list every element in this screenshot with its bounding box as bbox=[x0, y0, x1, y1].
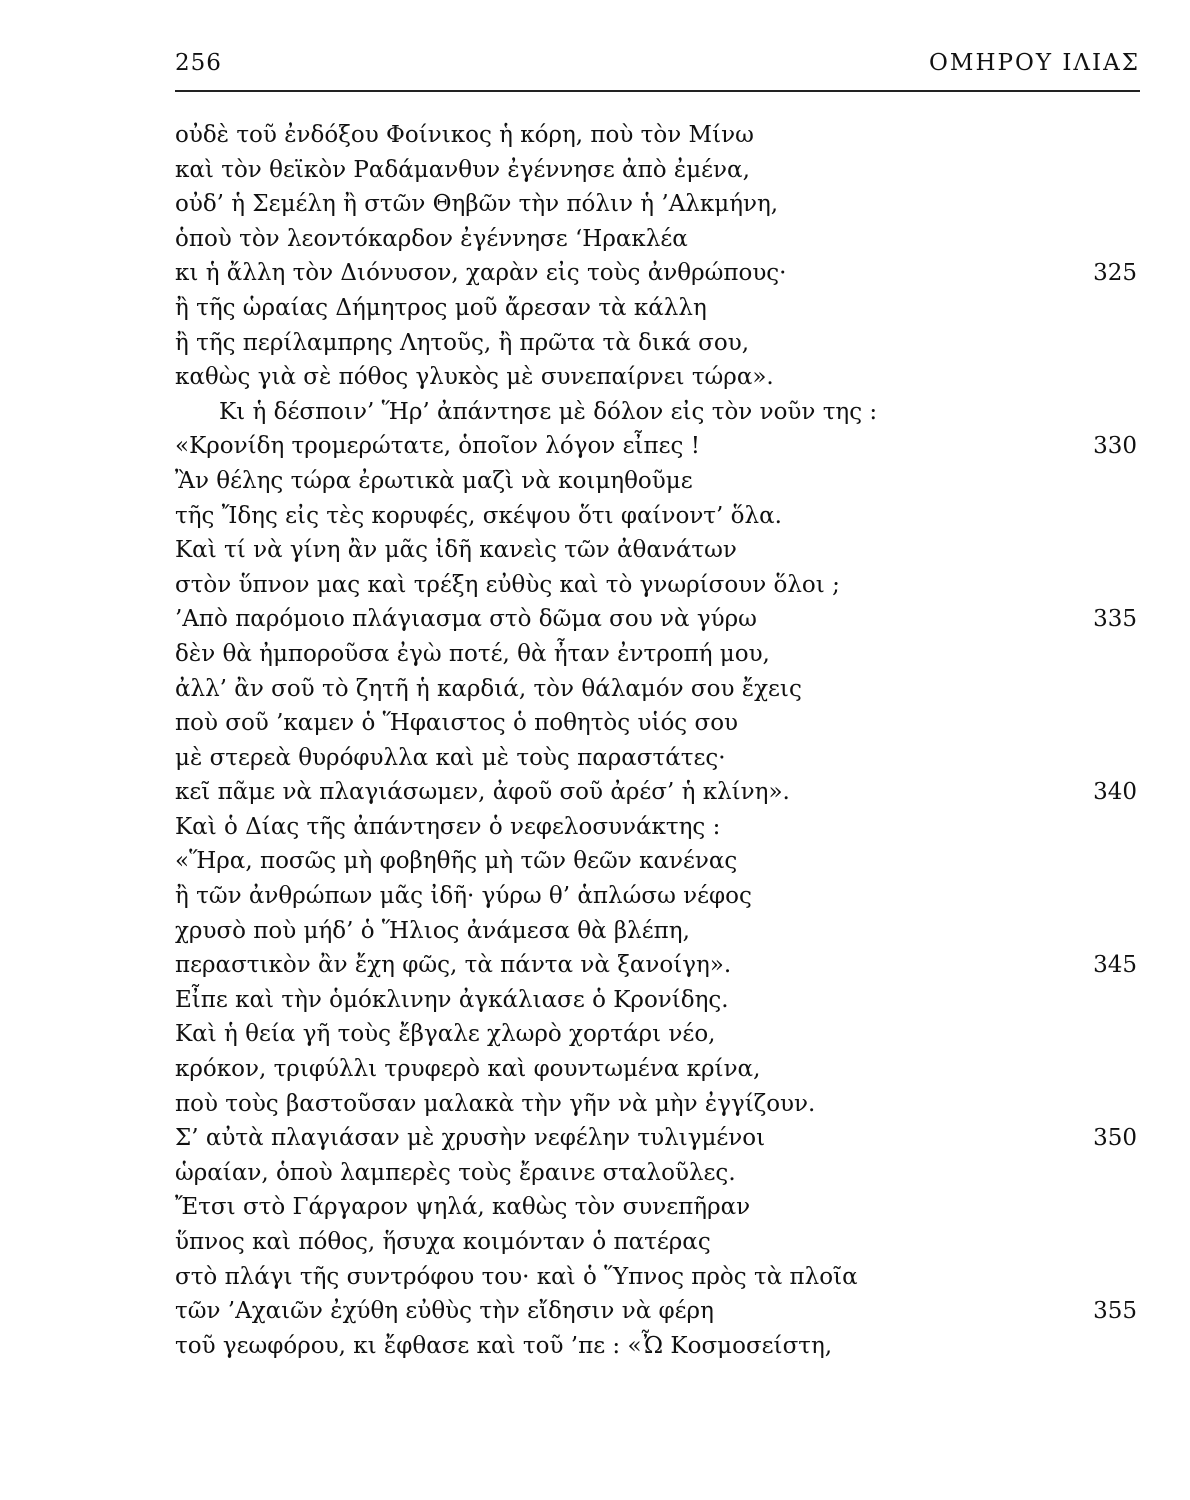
verse-line bbox=[175, 706, 1140, 741]
verse-line bbox=[175, 1190, 1140, 1225]
verse-text: κι ἡ ἄλλη τὸν Διόνυσον, χαρὰν εἰς τοὺς ἀνθρώπους· bbox=[175, 260, 787, 287]
verse-text: καὶ τὸν θεϊκὸν Ραδάμανθυν ἐγέννησε ἀπὸ ἐμένα, bbox=[175, 156, 750, 183]
verse-line bbox=[175, 291, 1140, 326]
verse-line bbox=[175, 637, 1140, 672]
verse-text: Εἶπε καὶ τὴν ὁμόκλινην ἀγκάλιασε ὁ Κρονίδης. bbox=[175, 986, 729, 1013]
verse-line bbox=[175, 1156, 1140, 1191]
verse-line bbox=[175, 672, 1140, 707]
verse-text: κεῖ πᾶμε νὰ πλαγιάσωμεν, ἀφοῦ σοῦ ἀρέσ’ ἡ κλίνη». bbox=[175, 779, 790, 806]
verse-line bbox=[175, 741, 1140, 776]
verse-line bbox=[175, 914, 1140, 949]
page-header bbox=[175, 50, 1140, 90]
verse-line bbox=[175, 499, 1140, 534]
verse-text: ποὺ σοῦ ’καμεν ὁ Ἥφαιστος ὁ ποθητὸς υἱός σου bbox=[175, 710, 739, 737]
verse-text: «Ἥρα, ποσῶς μὴ φοβηθῆς μὴ τῶν θεῶν κανένας bbox=[175, 848, 738, 875]
header-rule bbox=[175, 90, 1140, 92]
verse-text: τοῦ γεωφόρου, κι ἔφθασε καὶ τοῦ ’πε : «Ὦ Κοσμοσείστη, bbox=[175, 1332, 833, 1359]
verse-number: 335 bbox=[1093, 606, 1137, 633]
verse-line bbox=[175, 1225, 1140, 1260]
verse-text: ἢ τῆς περίλαμπρης Λητοῦς, ἢ πρῶτα τὰ δικά σου, bbox=[175, 329, 750, 356]
verse-text: στὸν ὕπνον μας καὶ τρέξη εὐθὺς καὶ τὸ γνωρίσουν ὅλοι ; bbox=[175, 571, 840, 598]
verse-number: 355 bbox=[1093, 1298, 1137, 1325]
verse-line bbox=[175, 464, 1140, 499]
verse-line bbox=[175, 775, 1140, 810]
verse-line bbox=[175, 1052, 1140, 1087]
verse-number: 340 bbox=[1093, 779, 1137, 806]
verse-line bbox=[175, 222, 1140, 257]
verse-line bbox=[175, 879, 1140, 914]
verse-text: καθὼς γιὰ σὲ πόθος γλυκὸς μὲ συνεπαίρνει τώρα». bbox=[175, 364, 774, 391]
verse-line bbox=[175, 429, 1140, 464]
verse-line bbox=[175, 602, 1140, 637]
verse-text: χρυσὸ ποὺ μήδ’ ὁ Ἥλιος ἀνάμεσα θὰ βλέπη, bbox=[175, 917, 690, 944]
verse-line bbox=[175, 360, 1140, 395]
verse-line bbox=[175, 256, 1140, 291]
verse-text: Ἔτσι στὸ Γάργαρον ψηλά, καθὼς τὸν συνεπῆραν bbox=[175, 1194, 751, 1221]
verse-text: κρόκον, τριφύλλι τρυφερὸ καὶ φουντωμένα κρίνα, bbox=[175, 1056, 761, 1083]
verse-line bbox=[175, 810, 1140, 845]
verse-line bbox=[175, 844, 1140, 879]
verse-text: «Κρονίδη τρομερώτατε, ὁποῖον λόγον εἶπες ! bbox=[175, 433, 700, 460]
verse-text: Καὶ ὁ Δίας τῆς ἀπάντησεν ὁ νεφελοσυνάκτης : bbox=[175, 813, 721, 840]
verse-number: 345 bbox=[1093, 952, 1137, 979]
verse-text: ὁποὺ τὸν λεοντόκαρδον ἐγέννησε ‘Ηρακλέα bbox=[175, 225, 688, 252]
verse-line bbox=[175, 395, 1140, 430]
verse-text: οὐδὲ τοῦ ἐνδόξου Φοίνικος ἡ κόρη, ποὺ τὸν Μίνω bbox=[175, 122, 754, 148]
verse-line bbox=[175, 1329, 1140, 1364]
verse-text: μὲ στερεὰ θυρόφυλλα καὶ μὲ τοὺς παραστάτες· bbox=[175, 744, 726, 771]
verse-line bbox=[175, 1087, 1140, 1122]
verse-text: περαστικὸν ἂν ἔχη φῶς, τὰ πάντα νὰ ξανοίγη». bbox=[175, 952, 732, 979]
verse-text: Κι ἡ δέσποιν’ Ἥρ’ ἀπάντησε μὲ δόλον εἰς τὸν νοῦν της : bbox=[219, 398, 878, 425]
verse-text: Καὶ τί νὰ γίνη ἂν μᾶς ἰδῆ κανεὶς τῶν ἀθανάτων bbox=[175, 537, 737, 564]
verse-block bbox=[175, 118, 1140, 1363]
verse-text: Καὶ ἡ θεία γῆ τοὺς ἔβγαλε χλωρὸ χορτάρι νέο, bbox=[175, 1021, 716, 1048]
verse-line bbox=[175, 533, 1140, 568]
verse-text: Ἂν θέλης τώρα ἐρωτικὰ μαζὶ νὰ κοιμηθοῦμε bbox=[175, 467, 693, 494]
verse-text: οὐδ’ ἡ Σεμέλη ἢ στῶν Θηβῶν τὴν πόλιν ἡ ’Αλκμήνη, bbox=[175, 191, 779, 218]
verse-line bbox=[175, 187, 1140, 222]
verse-text: ἢ τῶν ἀνθρώπων μᾶς ἰδῆ· γύρω θ’ ἁπλώσω νέφος bbox=[175, 883, 752, 910]
verse-text: στὸ πλάγι τῆς συντρόφου του· καὶ ὁ Ὕπνος πρὸς τὰ πλοῖα bbox=[175, 1263, 858, 1290]
verse-text: τῶν ’Αχαιῶν ἐχύθη εὐθὺς τὴν εἴδησιν νὰ φέρη bbox=[175, 1298, 714, 1325]
verse-text: ἀλλ’ ἂν σοῦ τὸ ζητῆ ἡ καρδιά, τὸν θάλαμόν σου ἔχεις bbox=[175, 675, 802, 702]
verse-line bbox=[175, 1260, 1140, 1295]
verse-text: ὡραίαν, ὁποὺ λαμπερὲς τοὺς ἔραινε σταλοῦλες. bbox=[175, 1159, 736, 1186]
verse-number: 330 bbox=[1093, 433, 1137, 460]
verse-text: Σ’ αὐτὰ πλαγιάσαν μὲ χρυσὴν νεφέλην τυλιγμένοι bbox=[175, 1125, 766, 1152]
verse-number: 350 bbox=[1093, 1125, 1137, 1152]
verse-line bbox=[175, 118, 1140, 153]
running-title: ΟΜΗΡΟΥ ΙΛΙΑΣ bbox=[929, 50, 1140, 76]
verse-line bbox=[175, 948, 1140, 983]
verse-text: ποὺ τοὺς βαστοῦσαν μαλακὰ τὴν γῆν νὰ μὴν ἐγγίζουν. bbox=[175, 1090, 816, 1117]
verse-line bbox=[175, 983, 1140, 1018]
verse-text: ’Απὸ παρόμοιο πλάγιασμα στὸ δῶμα σου νὰ γύρω bbox=[175, 606, 757, 633]
verse-line bbox=[175, 1121, 1140, 1156]
verse-line bbox=[175, 326, 1140, 361]
verse-text: τῆς Ἴδης εἰς τὲς κορυφές, σκέψου ὅτι φαίνοντ’ ὅλα. bbox=[175, 502, 782, 529]
verse-number: 325 bbox=[1093, 260, 1137, 287]
verse-line bbox=[175, 1294, 1140, 1329]
verse-line bbox=[175, 568, 1140, 603]
verse-text: δὲν θὰ ἠμποροῦσα ἐγὼ ποτέ, θὰ ἦταν ἐντροπή μου, bbox=[175, 640, 770, 667]
verse-line bbox=[175, 153, 1140, 188]
page-number: 256 bbox=[175, 50, 222, 76]
verse-line bbox=[175, 1017, 1140, 1052]
verse-text: ἢ τῆς ὡραίας Δήμητρος μοῦ ἄρεσαν τὰ κάλλη bbox=[175, 294, 707, 321]
verse-text: ὕπνος καὶ πόθος, ἥσυχα κοιμόνταν ὁ πατέρας bbox=[175, 1229, 711, 1255]
